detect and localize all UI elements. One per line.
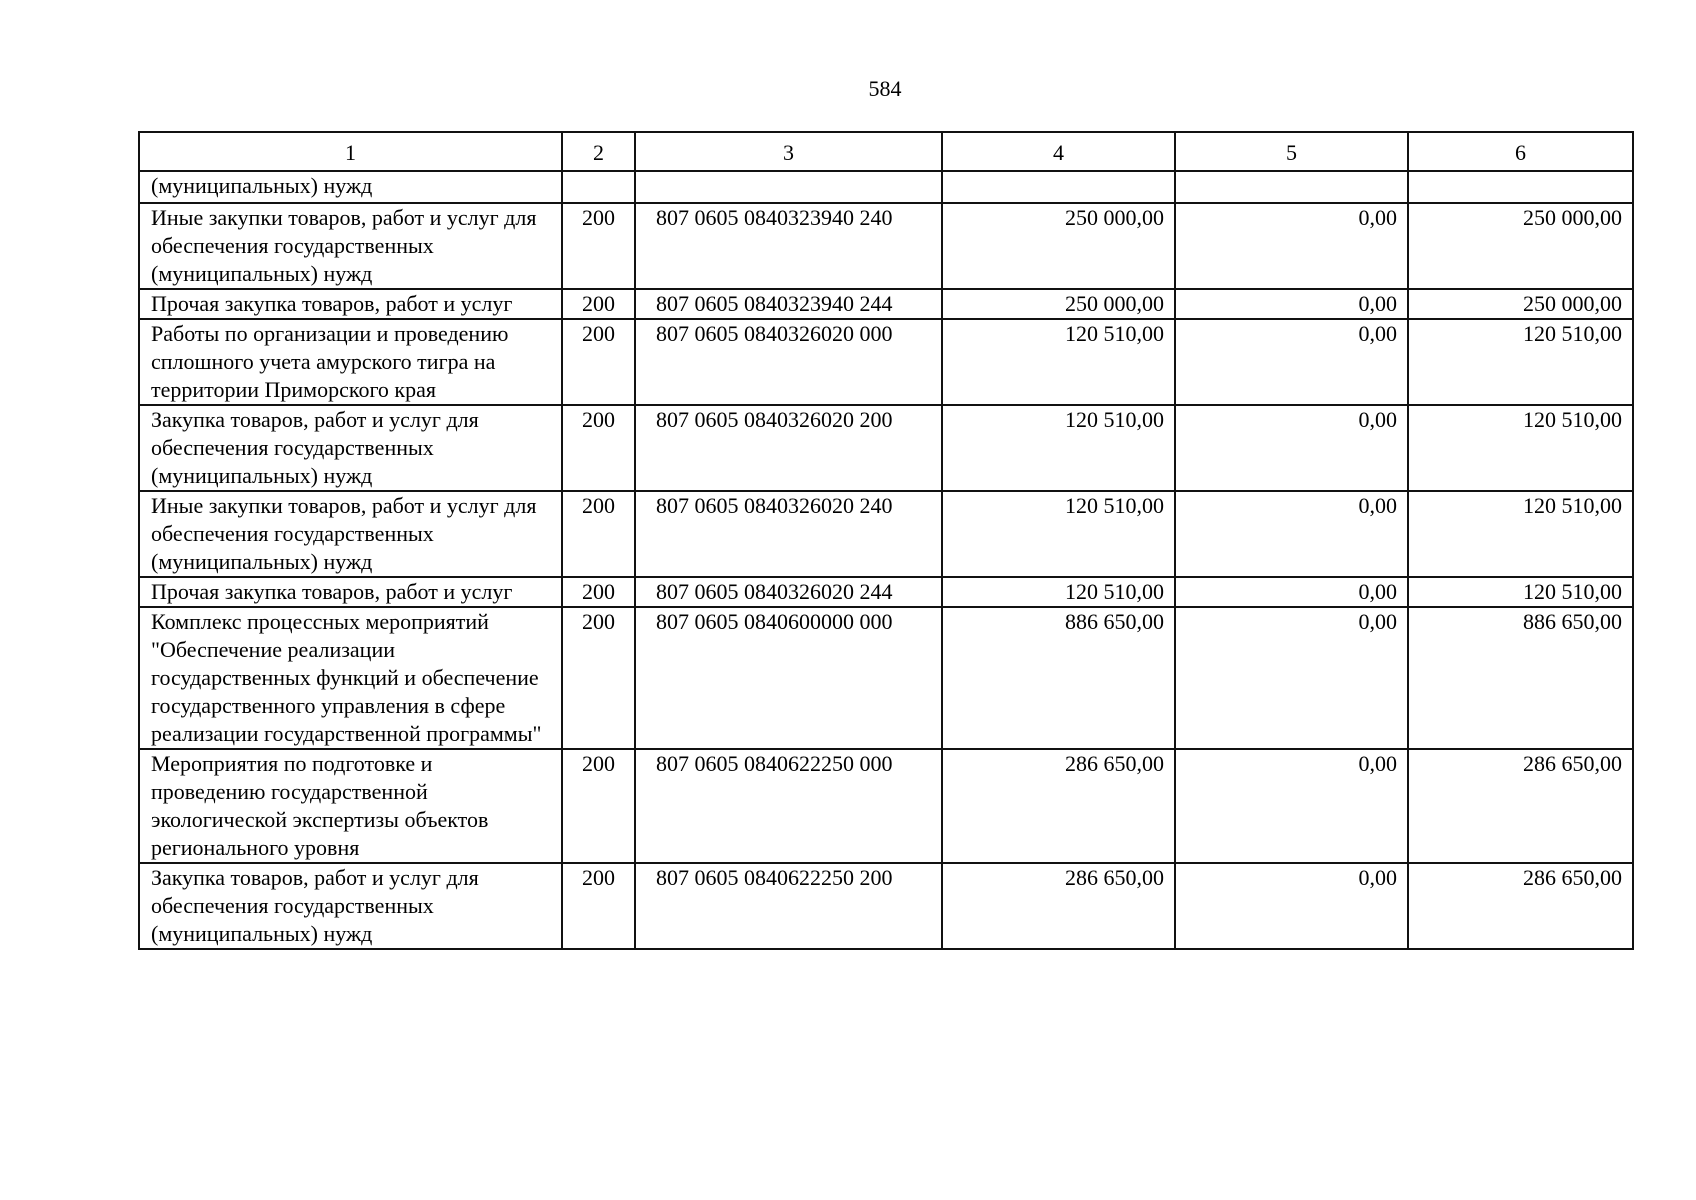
cell-name: Мероприятия по подготовке и проведению государственной экологической экспертизы объектов регионального уровня (139, 749, 562, 863)
column-header-3: 3 (635, 132, 942, 171)
cell-name: Прочая закупка товаров, работ и услуг (139, 289, 562, 319)
cell-col4: 250 000,00 (942, 203, 1175, 289)
cell-col4: 886 650,00 (942, 607, 1175, 749)
cell-col5: 0,00 (1175, 319, 1408, 405)
cell-col2: 200 (562, 491, 635, 577)
column-header-6: 6 (1408, 132, 1633, 171)
cell-col6: 286 650,00 (1408, 749, 1633, 863)
table-row (139, 863, 1633, 949)
table-row (139, 491, 1633, 577)
cell-col5: 0,00 (1175, 863, 1408, 949)
cell-code: 807 0605 0840323940 244 (635, 289, 942, 319)
cell-name: Иные закупки товаров, работ и услуг для обеспечения государственных (муниципальных) нужд (139, 203, 562, 289)
cell-code: 807 0605 0840326020 240 (635, 491, 942, 577)
cell-code: 807 0605 0840622250 200 (635, 863, 942, 949)
cell-col4 (942, 171, 1175, 203)
cell-code: 807 0605 0840326020 244 (635, 577, 942, 607)
cell-col6: 886 650,00 (1408, 607, 1633, 749)
cell-col4: 120 510,00 (942, 491, 1175, 577)
table-row (139, 289, 1633, 319)
cell-col6: 286 650,00 (1408, 863, 1633, 949)
table-row (139, 319, 1633, 405)
cell-col5: 0,00 (1175, 577, 1408, 607)
table-row (139, 577, 1633, 607)
cell-col6: 250 000,00 (1408, 203, 1633, 289)
cell-code: 807 0605 0840600000 000 (635, 607, 942, 749)
cell-name: Прочая закупка товаров, работ и услуг (139, 577, 562, 607)
cell-col6: 250 000,00 (1408, 289, 1633, 319)
cell-col5: 0,00 (1175, 289, 1408, 319)
column-header-2: 2 (562, 132, 635, 171)
column-header-4: 4 (942, 132, 1175, 171)
cell-col4: 120 510,00 (942, 405, 1175, 491)
cell-col2: 200 (562, 863, 635, 949)
page-number: 584 (868, 76, 902, 101)
cell-name: Закупка товаров, работ и услуг для обеспечения государственных (муниципальных) нужд (139, 405, 562, 491)
cell-col6 (1408, 171, 1633, 203)
cell-name: Закупка товаров, работ и услуг для обеспечения государственных (муниципальных) нужд (139, 863, 562, 949)
table-row (139, 405, 1633, 491)
table-row (139, 203, 1633, 289)
table-row (139, 749, 1633, 863)
cell-name: Иные закупки товаров, работ и услуг для обеспечения государственных (муниципальных) нужд (139, 491, 562, 577)
cell-col5: 0,00 (1175, 491, 1408, 577)
cell-col2: 200 (562, 405, 635, 491)
cell-col4: 120 510,00 (942, 577, 1175, 607)
cell-name: (муниципальных) нужд (139, 171, 562, 203)
cell-col6: 120 510,00 (1408, 319, 1633, 405)
cell-col2: 200 (562, 749, 635, 863)
cell-col4: 120 510,00 (942, 319, 1175, 405)
cell-col5: 0,00 (1175, 405, 1408, 491)
cell-col2: 200 (562, 319, 635, 405)
table-row (139, 607, 1633, 749)
cell-code: 807 0605 0840323940 240 (635, 203, 942, 289)
cell-col5: 0,00 (1175, 607, 1408, 749)
table-row-continuation (139, 171, 1633, 203)
cell-col5: 0,00 (1175, 203, 1408, 289)
cell-col6: 120 510,00 (1408, 577, 1633, 607)
cell-col6: 120 510,00 (1408, 491, 1633, 577)
budget-table (138, 131, 1634, 950)
cell-col2: 200 (562, 203, 635, 289)
table-header-row (139, 132, 1633, 171)
cell-col4: 250 000,00 (942, 289, 1175, 319)
cell-col6: 120 510,00 (1408, 405, 1633, 491)
cell-col5 (1175, 171, 1408, 203)
cell-code: 807 0605 0840326020 000 (635, 319, 942, 405)
column-header-5: 5 (1175, 132, 1408, 171)
cell-code: 807 0605 0840326020 200 (635, 405, 942, 491)
column-header-1: 1 (139, 132, 562, 171)
cell-name: Работы по организации и проведению сплошного учета амурского тигра на территории Приморского края (139, 319, 562, 405)
cell-col4: 286 650,00 (942, 749, 1175, 863)
cell-code: 807 0605 0840622250 000 (635, 749, 942, 863)
cell-code (635, 171, 942, 203)
cell-col4: 286 650,00 (942, 863, 1175, 949)
cell-col2 (562, 171, 635, 203)
cell-col5: 0,00 (1175, 749, 1408, 863)
cell-col2: 200 (562, 289, 635, 319)
cell-col2: 200 (562, 607, 635, 749)
cell-name: Комплекс процессных мероприятий "Обеспечение реализации государственных функций и обеспечение государственного управления в сфере реализации государственной программы" (139, 607, 562, 749)
cell-col2: 200 (562, 577, 635, 607)
